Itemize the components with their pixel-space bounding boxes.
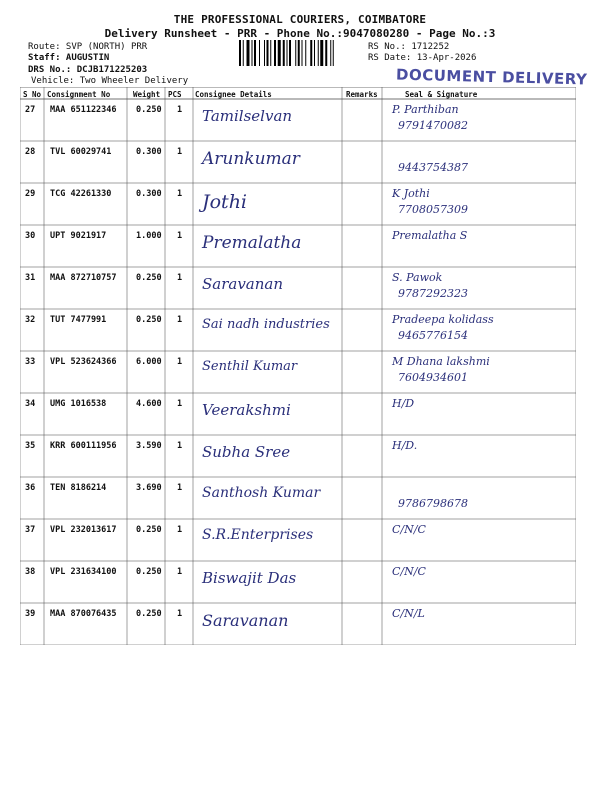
rs-date: RS Date: 13-Apr-2026 [368,53,477,63]
row-sno: 31 [25,273,36,283]
row-seal-signature: M Dhana lakshmi [392,355,490,368]
row-sno: 29 [25,189,36,199]
row-weight: 3.690 [136,483,162,493]
row-consignment-no: TUT 7477991 [50,315,107,325]
row-sno: 36 [25,483,36,493]
row-seal-signature: C/N/L [392,607,425,620]
row-sno: 37 [25,525,36,535]
row-consignment-no: MAA 872710757 [50,273,117,283]
barcode-bar [264,40,265,66]
row-seal-phone: 7708057309 [398,203,468,216]
row-consignee-handwritten: Subha Sree [202,443,291,461]
row-seal-signature: Premalatha S [392,229,468,242]
row-sno: 33 [25,357,36,367]
row-consignee-handwritten: Biswajit Das [202,569,297,587]
row-pcs: 1 [177,441,183,451]
row-pcs: 1 [177,483,183,493]
col-header-pcs: PCS [168,90,182,99]
document-delivery-stamp: DOCUMENT DELIVERY [395,65,588,89]
row-seal-phone: 9786798678 [398,497,468,510]
row-weight: 1.000 [136,231,162,241]
barcode-bar [287,40,288,66]
row-pcs: 1 [177,147,183,157]
row-pcs: 1 [177,273,183,283]
row-weight: 4.600 [136,399,162,409]
barcode-bar [320,40,323,66]
delivery-table [20,87,576,645]
barcode-bar [270,40,271,66]
row-consignment-no: VPL 523624366 [50,357,117,367]
row-pcs: 1 [177,609,183,619]
row-seal-signature: P. Parthiban [392,103,459,116]
barcode-bar [314,40,315,66]
col-header-consignment: Consignment No [47,90,111,99]
barcode-bar [278,40,281,66]
row-consignee-handwritten: Tamilselvan [202,107,293,125]
row-sno: 38 [25,567,36,577]
row-pcs: 1 [177,105,183,115]
row-seal-signature: Pradeepa kolidass [392,313,494,326]
barcode-bar [325,40,327,66]
row-pcs: 1 [177,189,183,199]
row-consignment-no: TVL 60029741 [50,147,112,157]
barcode-bar [274,40,276,66]
vehicle-label: Vehicle: Two Wheeler Delivery [31,76,189,86]
row-seal-phone: 9787292323 [398,287,468,300]
barcode-bar [259,40,260,66]
barcode-bar [243,40,244,66]
row-weight: 0.250 [136,315,162,325]
row-consignee-handwritten: Veerakshmi [202,401,291,419]
barcode-bar [318,40,319,66]
row-weight: 0.250 [136,567,162,577]
row-weight: 0.250 [136,105,162,115]
row-consignment-no: VPL 232013617 [50,525,117,535]
row-sno: 28 [25,147,36,157]
barcode-bar [252,40,253,66]
row-sno: 34 [25,399,36,409]
barcode-bar [247,40,250,66]
row-seal-signature: K Jothi [392,187,430,200]
row-seal-phone: 7604934601 [398,371,468,384]
drs-number: DRS No.: DCJB171225203 [28,65,148,75]
rs-number: RS No.: 1712252 [368,42,450,52]
staff-label: Staff: AUGUSTIN [28,53,110,63]
barcode-bar [310,40,312,66]
row-consignee-handwritten: Premalatha [202,233,302,253]
row-weight: 0.300 [136,189,162,199]
row-sno: 32 [25,315,36,325]
row-pcs: 1 [177,315,183,325]
row-seal-signature: C/N/C [392,565,426,578]
barcode-bar [267,40,269,66]
barcode-bar [289,40,291,66]
row-consignment-no: TCG 42261330 [50,189,112,199]
row-consignment-no: KRR 600111956 [50,441,117,451]
row-consignee-handwritten: Saravanan [202,611,289,630]
row-weight: 0.300 [136,147,162,157]
row-pcs: 1 [177,567,183,577]
row-sno: 39 [25,609,36,619]
barcode-bar [333,40,334,66]
row-consignment-no: UMG 1016538 [50,399,107,409]
row-seal-phone: 9791470082 [398,119,468,132]
row-pcs: 1 [177,357,183,367]
row-pcs: 1 [177,231,183,241]
row-consignee-handwritten: Jothi [202,191,248,213]
row-seal-signature: S. Pawok [392,271,443,284]
row-consignee-handwritten: Senthil Kumar [202,359,298,374]
row-consignment-no: VPL 231634100 [50,567,117,577]
row-consignee-handwritten: Arunkumar [202,149,300,169]
row-consignment-no: UPT 9021917 [50,231,107,241]
barcode-bar [254,40,256,66]
row-weight: 0.250 [136,273,162,283]
barcode-bar [330,40,331,66]
row-consignment-no: MAA 870076435 [50,609,117,619]
barcode-bar [298,40,300,66]
row-seal-phone: 9443754387 [398,161,468,174]
col-header-weight: Weight [133,90,161,99]
row-seal-signature: C/N/C [392,523,426,536]
row-sno: 27 [25,105,36,115]
row-weight: 3.590 [136,441,162,451]
col-header-sno: S No [23,90,42,99]
row-consignee-handwritten: Sai nadh industries [202,317,330,332]
row-seal-phone: 9465776154 [398,329,468,342]
barcode-bar [295,40,296,66]
barcode-bar [302,40,303,66]
row-consignment-no: MAA 651122346 [50,105,117,115]
row-pcs: 1 [177,399,183,409]
runsheet-subtitle: Delivery Runsheet - PRR - Phone No.:9047080280 - Page No.:3 [104,27,496,40]
col-header-seal: Seal & Signature [405,90,478,99]
company-title: THE PROFESSIONAL COURIERS, COIMBATORE [173,13,427,26]
barcode-bar [239,40,241,66]
barcode-bar [305,40,306,66]
route-label: Route: SVP (NORTH) PRR [28,42,148,52]
col-header-remarks: Remarks [346,90,378,99]
row-consignee-handwritten: Saravanan [202,275,284,293]
row-consignee-handwritten: Santhosh Kumar [202,485,321,501]
barcode-image [238,40,364,66]
row-sno: 35 [25,441,36,451]
row-pcs: 1 [177,525,183,535]
row-weight: 6.000 [136,357,162,367]
row-weight: 0.250 [136,609,162,619]
col-header-consignee: Consignee Details [195,90,272,99]
row-seal-signature: H/D. [392,439,418,452]
row-sno: 30 [25,231,36,241]
row-consignment-no: TEN 8186214 [50,483,107,493]
barcode-bar [283,40,285,66]
row-consignee-handwritten: S.R.Enterprises [202,527,314,543]
row-weight: 0.250 [136,525,162,535]
row-seal-signature: H/D [392,397,415,410]
